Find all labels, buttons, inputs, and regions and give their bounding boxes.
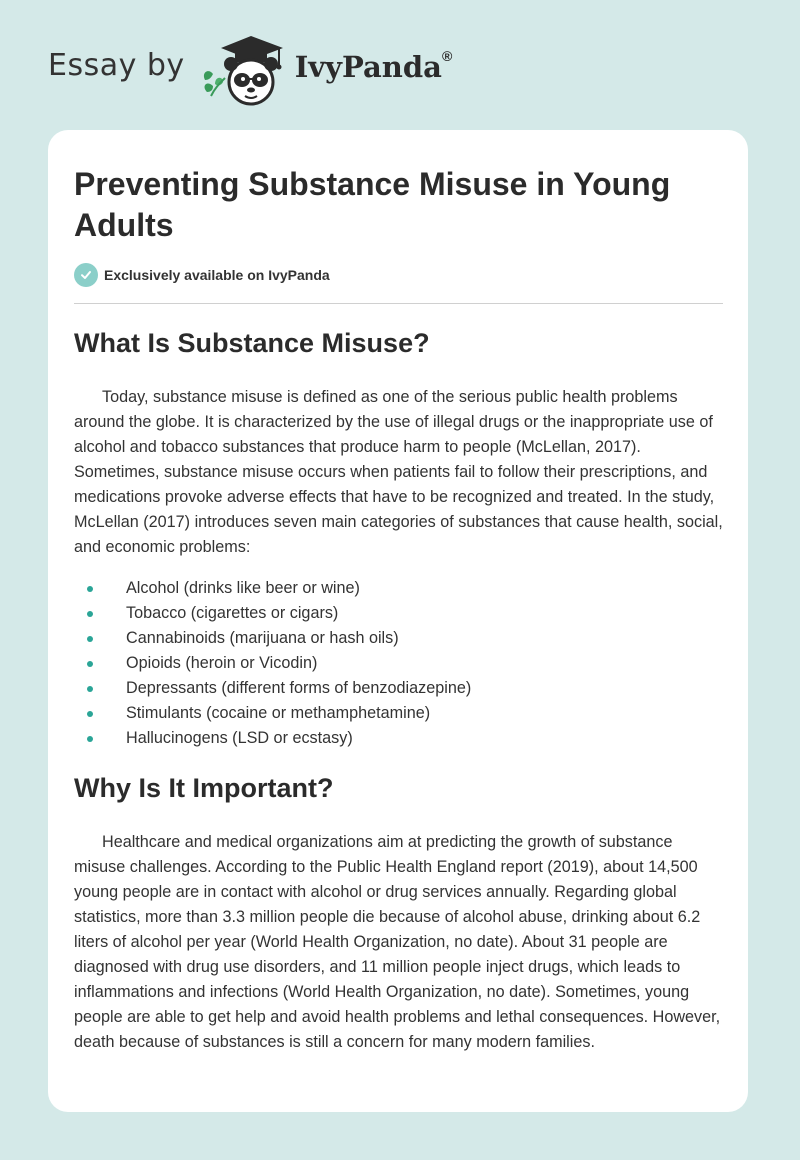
list-item: Depressants (different forms of benzodiazepine) (74, 676, 471, 701)
list-item: Alcohol (drinks like beer or wine) (74, 576, 471, 601)
list-item: Hallucinogens (LSD or ecstasy) (74, 726, 471, 751)
ivypanda-logo-icon[interactable] (201, 30, 293, 110)
registered-mark: ® (441, 48, 453, 64)
section-heading: What Is Substance Misuse? (74, 328, 430, 358)
list-item: Cannabinoids (marijuana or hash oils) (74, 626, 471, 651)
section-paragraph: Healthcare and medical organizations aim at predicting the growth of substance misuse challenges. According to the Public Health England report (2019), about 14,500 young people are in contact with alcohol or drug services annually. Regarding global statistics, more than 3.3 million people die because of alcohol abuse, drinking about 6.2 liters of alcohol per year (World Health Organization, no date). About 31 people are diagnosed with drug use disorders, and 11 million people inject drugs, which leads to inflammations and infections (World Health Organization, no date). Sometimes, young people are able to get help and avoid health problems and lethal consequences. However, death because of substances is still a concern for many modern families. (74, 833, 721, 1051)
check-icon (74, 263, 98, 287)
list-item: Tobacco (cigarettes or cigars) (74, 601, 471, 626)
essay-by-label: Essay by (48, 47, 185, 83)
bullet-icon (87, 711, 93, 717)
list-item: Opioids (heroin or Vicodin) (74, 651, 471, 676)
list-item: Stimulants (cocaine or methamphetamine) (74, 701, 471, 726)
substance-list (74, 576, 471, 751)
section-paragraph: Today, substance misuse is defined as one of the serious public health problems around the globe. It is characterized by the use of illegal drugs or the inappropriate use of alcohol and tobacco substances that produce harm to people (McLellan, 2017). Sometimes, substance misuse occurs when patients fail to follow their prescriptions, and medications provoke adverse effects that have to be recognized and treated. In the study, McLellan (2017) introduces seven main categories of substances that cause health, social, and economic problems: (74, 388, 723, 556)
bullet-icon (87, 686, 93, 692)
exclusive-label: Exclusively available on IvyPanda (104, 267, 330, 283)
article-card (48, 130, 748, 1112)
bullet-icon (87, 586, 93, 592)
section-heading: Why Is It Important? (74, 773, 334, 803)
article-title: Preventing Substance Misuse in Young Adults (74, 166, 671, 243)
divider (74, 303, 723, 304)
bullet-icon (87, 736, 93, 742)
site-header (48, 30, 452, 110)
bullet-icon (87, 661, 93, 667)
exclusive-badge (74, 263, 330, 287)
bullet-icon (87, 636, 93, 642)
brand-name[interactable]: IvyPanda® (294, 48, 453, 84)
bullet-icon (87, 611, 93, 617)
